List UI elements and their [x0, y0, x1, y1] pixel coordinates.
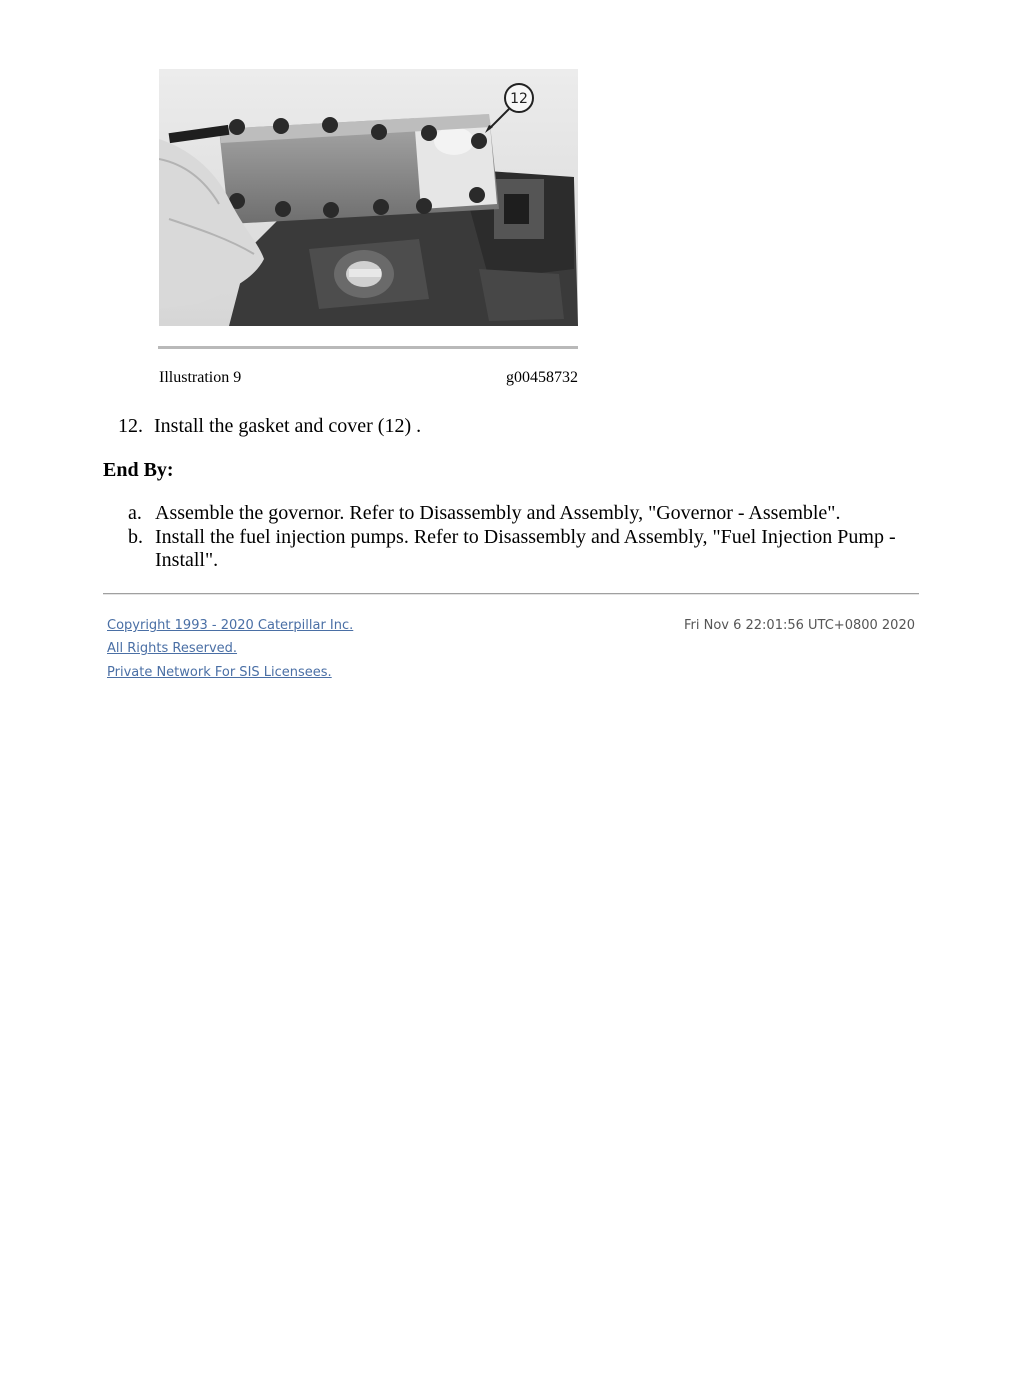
footer-timestamp: Fri Nov 6 22:01:56 UTC+0800 2020: [683, 618, 915, 633]
list-item: [128, 502, 928, 526]
list-item-text: Assemble the governor. Refer to Disassembly and Assembly, "Governor - Assemble".: [155, 502, 841, 524]
list-marker: b.: [128, 525, 143, 548]
caption-number: Illustration 9: [159, 369, 242, 386]
rights-link[interactable]: All Rights Reserved.: [107, 641, 238, 656]
end-by-heading: End By:: [103, 459, 174, 481]
illustration-divider: [158, 346, 578, 349]
step-text: Install the gasket and cover (12) .: [154, 415, 422, 437]
illustration-photo: [159, 69, 578, 326]
end-by-list: [128, 502, 928, 573]
step-number: 12.: [118, 415, 143, 437]
procedure-step: [118, 413, 421, 439]
list-item-text: Install the fuel injection pumps. Refer to Disassembly and Assembly, "Fuel Injection Pump - Install".: [155, 525, 896, 571]
list-marker: a.: [128, 502, 142, 524]
footer-divider: [103, 593, 919, 594]
copyright-line: [107, 618, 353, 634]
list-item: [128, 526, 928, 573]
rights-line: [107, 641, 237, 657]
network-line: [107, 665, 332, 681]
callout-label: 12: [510, 91, 528, 107]
copyright-link[interactable]: Copyright 1993 - 2020 Caterpillar Inc.: [107, 618, 354, 633]
caption-graphic-id: g00458732: [506, 369, 578, 386]
network-link[interactable]: Private Network For SIS Licensees.: [107, 665, 332, 680]
